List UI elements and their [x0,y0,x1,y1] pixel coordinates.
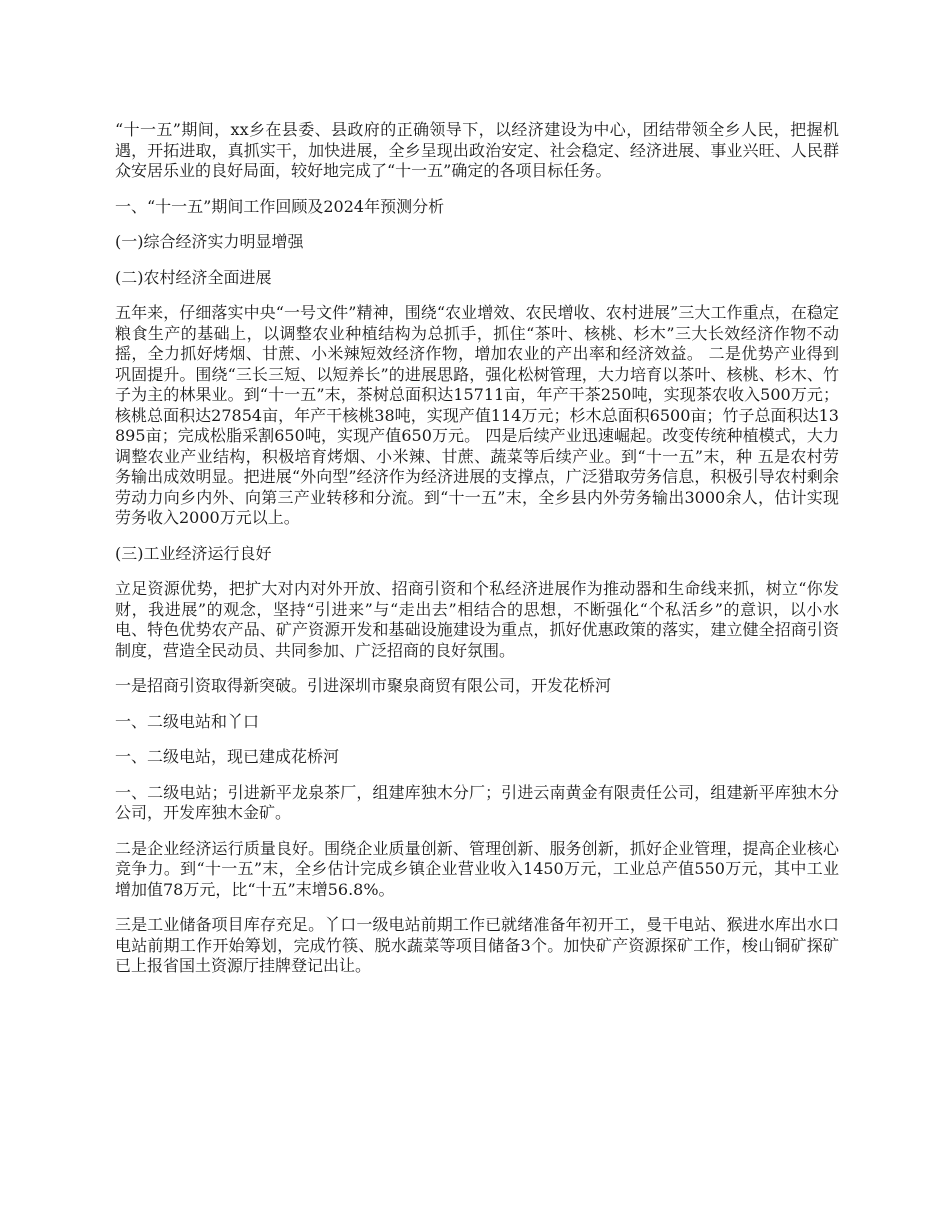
subsection-heading: (三)工业经济运行良好 [115,543,272,563]
body-paragraph: 一、二级电站，现已建成花桥河 [115,747,340,766]
document-page [115,120,839,992]
body-paragraph: 一是招商引资取得新突破。引进深圳市聚泉商贸有限公司，开发花桥河 [115,676,612,695]
body-paragraph: 一、二级电站；引进新平龙泉茶厂，组建库独木分厂；引进云南黄金有限责任公司，组建新平库独木分公司，开发库独木金矿。 [115,782,839,822]
body-paragraph: 三是工业储备项目库存充足。丫口一级电站前期工作已就绪准备年初开工，曼干电站、猴进水库出水口电站前期工作开始筹划，完成竹筷、脱水蔬菜等项目储备3个。加快矿产资源探矿工作，梭山铜矿探矿已上报省国土资源厅挂牌登记出让。 [115,915,839,975]
body-paragraph: 一、二级电站和丫口 [115,711,260,731]
subsection-heading: (一)综合经济实力明显增强 [115,232,304,251]
body-paragraph: 五年来，仔细落实中央“一号文件”精神，围绕“农业增效、农民增收、农村进展”三大工作重点，在稳定粮食生产的基础上，以调整农业种植结构为总抓手，抓住“茶叶、核桃、杉木”三大长效经济作物不动摇，全力抓好烤烟、甘蔗、小米辣短效经济作物，增加农业的产出率和经济效益。 二是优势产业得到巩固提升。围绕“三长三短、以短养长”的进展思路，强化松树管理，大力培育以茶叶、核桃、杉木、竹子为主的林果业。到“十一五”末，茶树总面积达15711亩，年产干茶250吨，实现茶农收入500万元；核桃总面积达27854亩，年产干核桃38吨，实现产值114万元；杉木总面积6500亩；竹子总面积达13895亩；完成松脂采割650吨，实现产值650万元。 四是后续产业迅速崛起。改变传统种植模式，大力调整农业产业结构，积极培育烤烟、小米辣、甘蔗、蔬菜等后续产业。到“十一五”末，种 五是农村劳务输出成效明显。把进展“外向型”经济作为经济进展的支撑点，广泛猎取劳务信息，积极引导农村剩余劳动力向乡内外、向第三产业转移和分流。到“十一五”末，全乡县内外劳务输出3000余人，估计实现劳务收入2000万元以上。 [115,303,839,527]
subsection-heading: (二)农村经济全面进展 [115,267,272,287]
body-paragraph: 二是企业经济运行质量良好。围绕企业质量创新、管理创新、服务创新，抓好企业管理，提高企业核心竞争力。到“十一五”末，全乡估计完成乡镇企业营业收入1450万元，工业总产值550万元，其中工业增加值78万元，比“十五”末增56.8%。 [115,838,839,899]
body-paragraph: 立足资源优势，把扩大对内对外开放、招商引资和个私经济进展作为推动器和生命线来抓，树立“你发财，我进展”的观念，坚持“引进来”与“走出去”相结合的思想，不断强化“个私活乡”的意识，以小水电、特色优势农产品、矿产资源开发和基础设施建设为重点，抓好优惠政策的落实，建立健全招商引资制度，营造全民动员、共同参加、广泛招商的良好氛围。 [115,579,839,660]
intro-paragraph: “十一五”期间，xx乡在县委、县政府的正确领导下，以经济建设为中心，团结带领全乡人民，把握机遇，开拓进取，真抓实干，加快进展，全乡呈现出政治安定、社会稳定、经济进展、事业兴旺、人民群众安居乐业的良好局面，较好地完成了“十一五”确定的各项目标任务。 [115,120,839,180]
section-heading: 一、“十一五”期间工作回顾及2024年预测分析 [115,196,445,216]
